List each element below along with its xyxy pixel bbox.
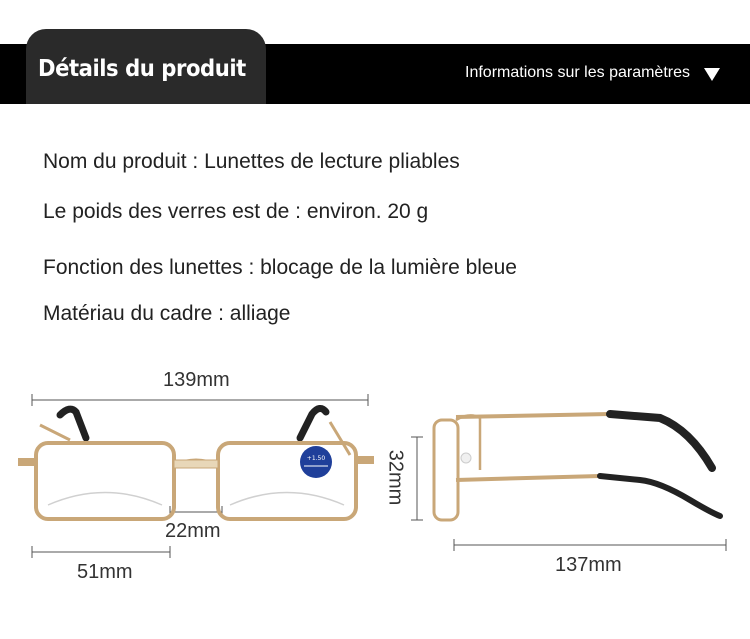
params-label[interactable]: Informations sur les paramètres: [465, 64, 690, 81]
spec-function: Fonction des lunettes : blocage de la lumière bleue: [43, 256, 517, 279]
spec-lens-weight: Le poids des verres est de : environ. 20 g: [43, 200, 429, 223]
temple-length-label: 137mm: [555, 554, 622, 576]
bridge-width-label: 22mm: [165, 520, 221, 542]
glasses-front: [18, 408, 374, 519]
spec-frame-material: Matériau du cadre : alliage: [43, 302, 291, 325]
spec-product-name: Nom du produit : Lunettes de lecture pliables: [43, 150, 460, 173]
lens-height-label: 32mm: [384, 449, 407, 506]
lens-width-label: 51mm: [77, 561, 133, 583]
lens-power-sticker: +1.50: [306, 455, 326, 462]
glasses-side: [434, 414, 720, 520]
total-width-label: 139mm: [163, 369, 230, 391]
page-title: Détails du produit: [38, 56, 246, 82]
